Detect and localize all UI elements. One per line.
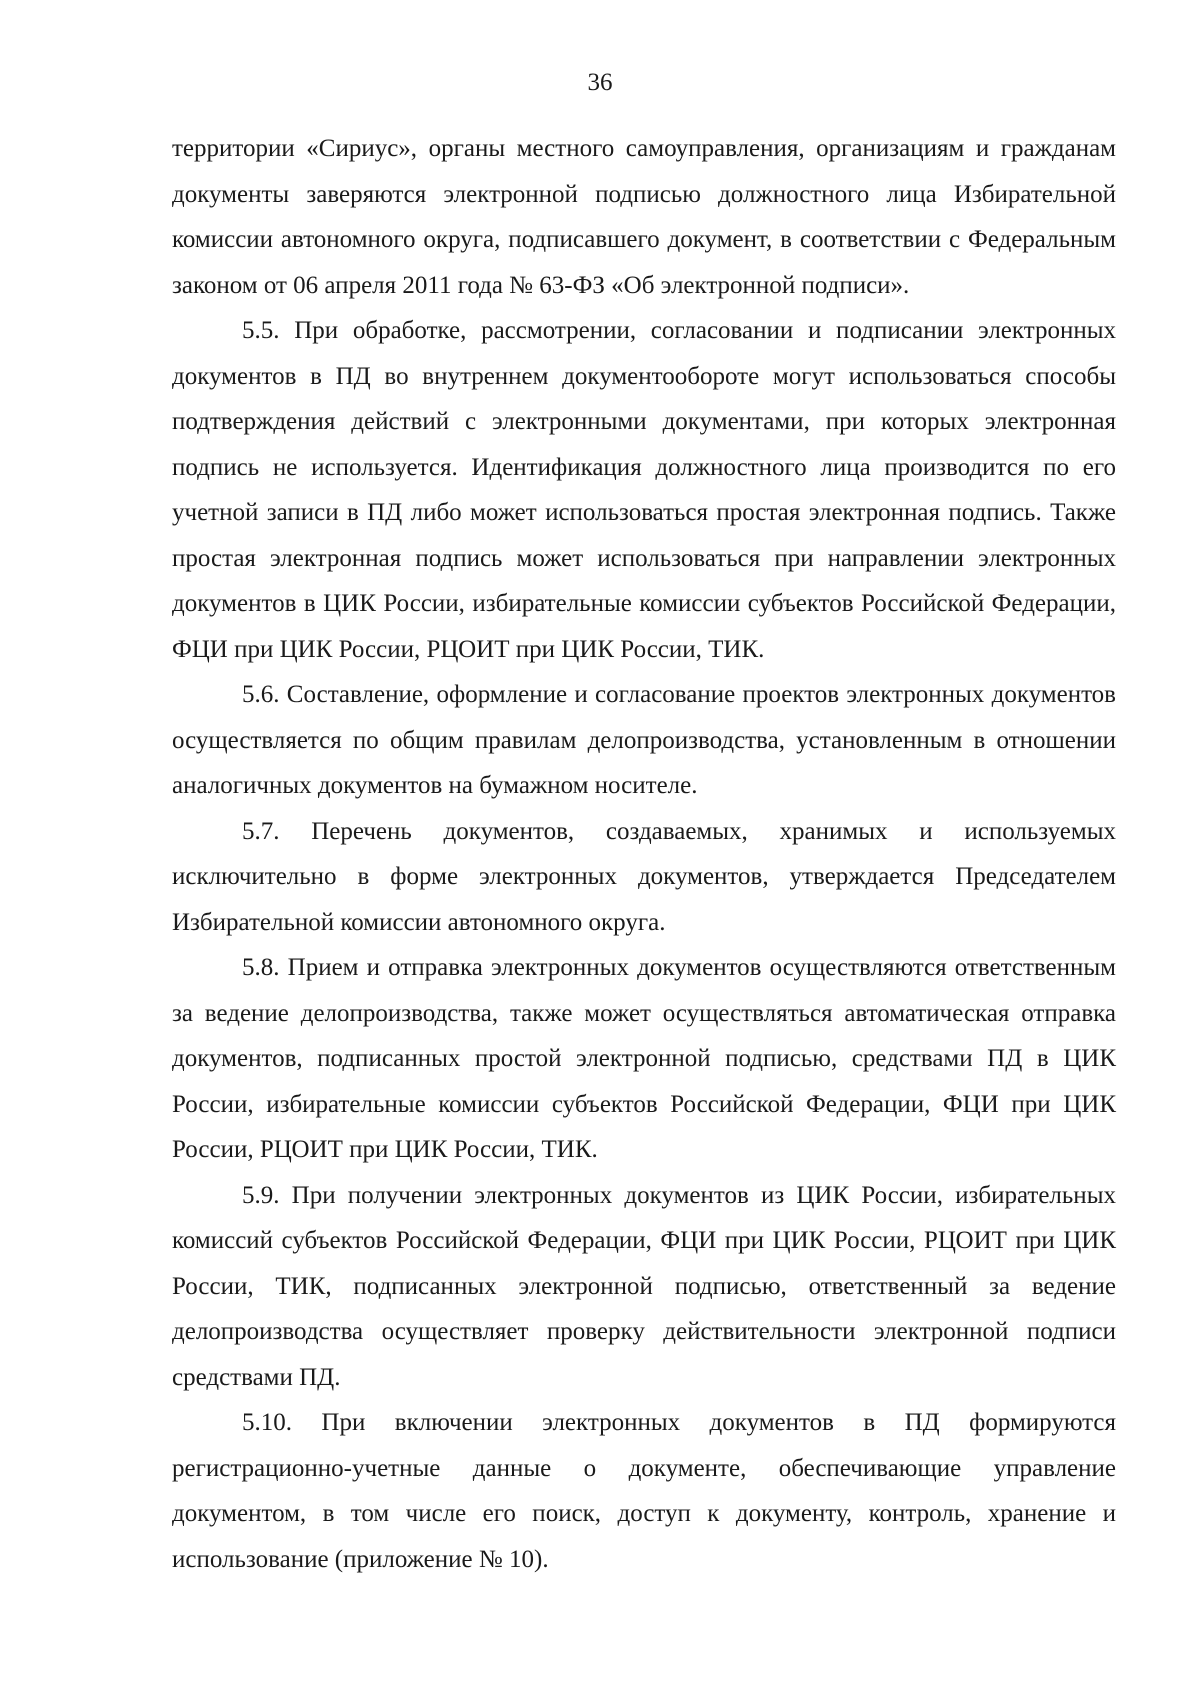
- paragraph-5-8: 5.8. Прием и отправка электронных документов осуществляются ответственным за ведение делопроизводства, также может осуществляться автоматическая отправка документов, подписанных простой электронной подписью, средствами ПД в ЦИК России, избирательные комиссии субъектов Российской Федерации, ФЦИ при ЦИК России, РЦОИТ при ЦИК России, ТИК.: [172, 954, 1116, 1163]
- page-number: 36: [587, 69, 613, 96]
- paragraph-continuation: территории «Сириус», органы местного самоуправления, организациям и гражданам документы заверяются электронной подписью должностного лица Избирательной комиссии автономного округа, подписавшего документ, в соответствии с Федеральным законом от 06 апреля 2011 года № 63-ФЗ «Об электронной подписи».: [172, 135, 1116, 299]
- paragraph-5-6: 5.6. Составление, оформление и согласование проектов электронных документов осуществляется по общим правилам делопроизводства, установленным в отношении аналогичных документов на бумажном носителе.: [172, 681, 1116, 799]
- paragraph-5-9: 5.9. При получении электронных документов из ЦИК России, избирательных комиссий субъектов Российской Федерации, ФЦИ при ЦИК России, РЦОИТ при ЦИК России, ТИК, подписанных электронной подписью, ответственный за ведение делопроизводства осуществляет проверку действительности электронной подписи средствами ПД.: [172, 1181, 1116, 1391]
- paragraph-5-10: 5.10. При включении электронных документов в ПД формируются регистрационно-учетные данные о документе, обеспечивающие управление документом, в том числе его поиск, доступ к документу, контроль, хранение и использование (приложение № 10).: [172, 1409, 1116, 1573]
- paragraph-5-7: 5.7. Перечень документов, создаваемых, хранимых и используемых исключительно в форме электронных документов, утверждается Председателем Избирательной комиссии автономного округа.: [172, 817, 1116, 936]
- paragraph-5-5: 5.5. При обработке, рассмотрении, согласовании и подписании электронных документов в ПД во внутреннем документообороте могут использоваться способы подтверждения действий с электронными документами, при которых электронная подпись не используется. Идентификация должностного лица производится по его учетной записи в ПД либо может использоваться простая электронная подпись. Также простая электронная подпись может использоваться при направлении электронных документов в ЦИК России, избирательные комиссии субъектов Российской Федерации, ФЦИ при ЦИК России, РЦОИТ при ЦИК России, ТИК.: [172, 317, 1116, 663]
- document-body: [172, 126, 1116, 1582]
